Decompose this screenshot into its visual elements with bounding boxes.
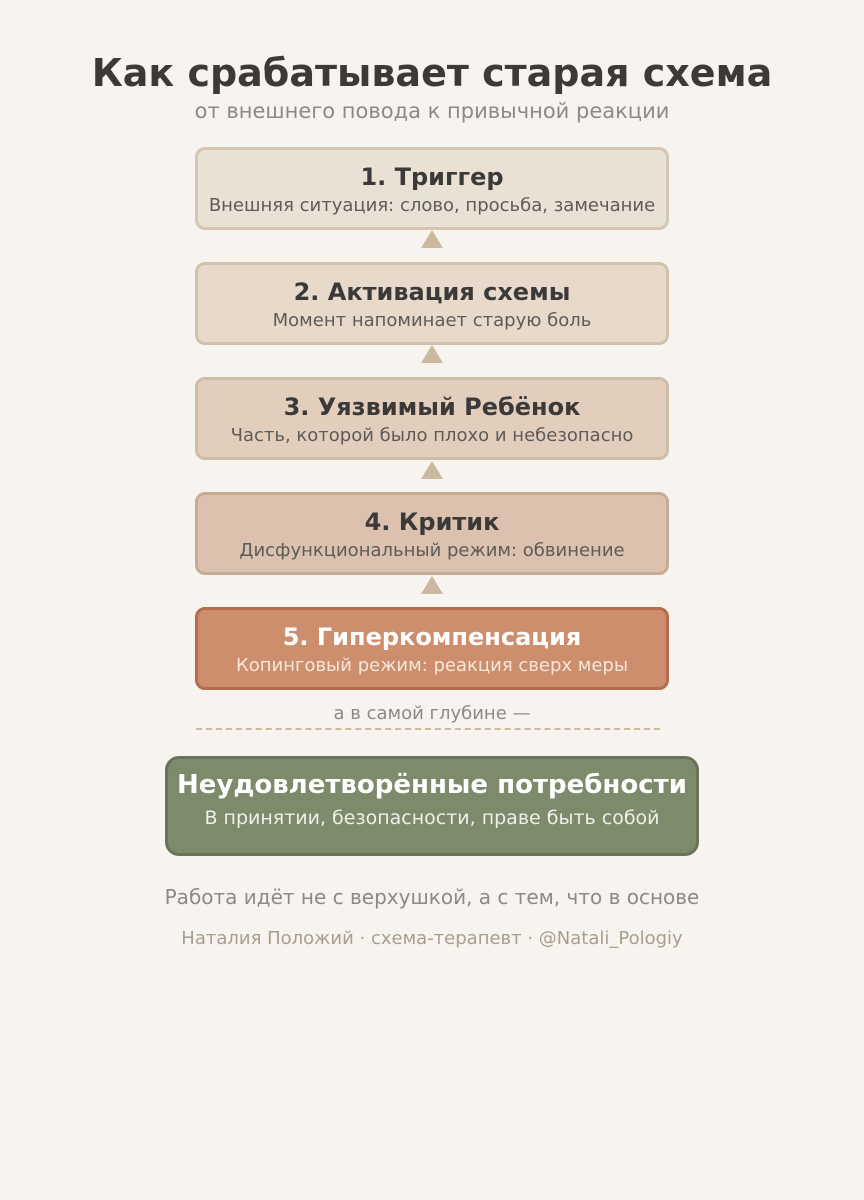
dashed-divider bbox=[196, 728, 660, 730]
step-critic-desc: Дисфункциональный режим: обвинение bbox=[239, 540, 625, 561]
step-critic-title: 4. Критик bbox=[364, 508, 500, 536]
step-overcompensation-title: 5. Гиперкомпенсация bbox=[282, 623, 582, 651]
unmet-needs-desc: В принятии, безопасности, праве быть собой bbox=[204, 807, 660, 829]
step-vulnerable-child-desc: Часть, которой было плохо и небезопасно bbox=[230, 425, 634, 446]
step-schema-activation bbox=[195, 262, 669, 345]
arrow-up-icon bbox=[421, 576, 443, 594]
arrow-up-icon bbox=[421, 461, 443, 479]
arrow-up-icon bbox=[421, 230, 443, 248]
step-schema-activation-title: 2. Активация схемы bbox=[293, 278, 571, 306]
arrow-up-icon bbox=[421, 345, 443, 363]
unmet-needs-box bbox=[165, 756, 699, 856]
depth-label: а в самой глубине — bbox=[333, 703, 531, 724]
step-trigger-desc: Внешняя ситуация: слово, просьба, замечание bbox=[208, 195, 656, 216]
author-credit: Наталия Положий · схема-терапевт · @Natali_Pologiy bbox=[181, 928, 683, 949]
step-critic bbox=[195, 492, 669, 575]
step-trigger-title: 1. Триггер bbox=[360, 163, 504, 191]
step-vulnerable-child-title: 3. Уязвимый Ребёнок bbox=[283, 393, 581, 421]
step-vulnerable-child bbox=[195, 377, 669, 460]
footer-note: Работа идёт не с верхушкой, а с тем, что в основе bbox=[164, 885, 700, 909]
unmet-needs-title: Неудовлетворённые потребности bbox=[177, 770, 687, 800]
step-schema-activation-desc: Момент напоминает старую боль bbox=[272, 310, 592, 331]
diagram-title: Как срабатывает старая схема bbox=[91, 51, 773, 95]
step-trigger bbox=[195, 147, 669, 230]
step-overcompensation bbox=[195, 607, 669, 690]
step-overcompensation-desc: Копинговый режим: реакция сверх меры bbox=[235, 655, 629, 676]
diagram-subtitle: от внешнего повода к привычной реакции bbox=[194, 99, 670, 123]
